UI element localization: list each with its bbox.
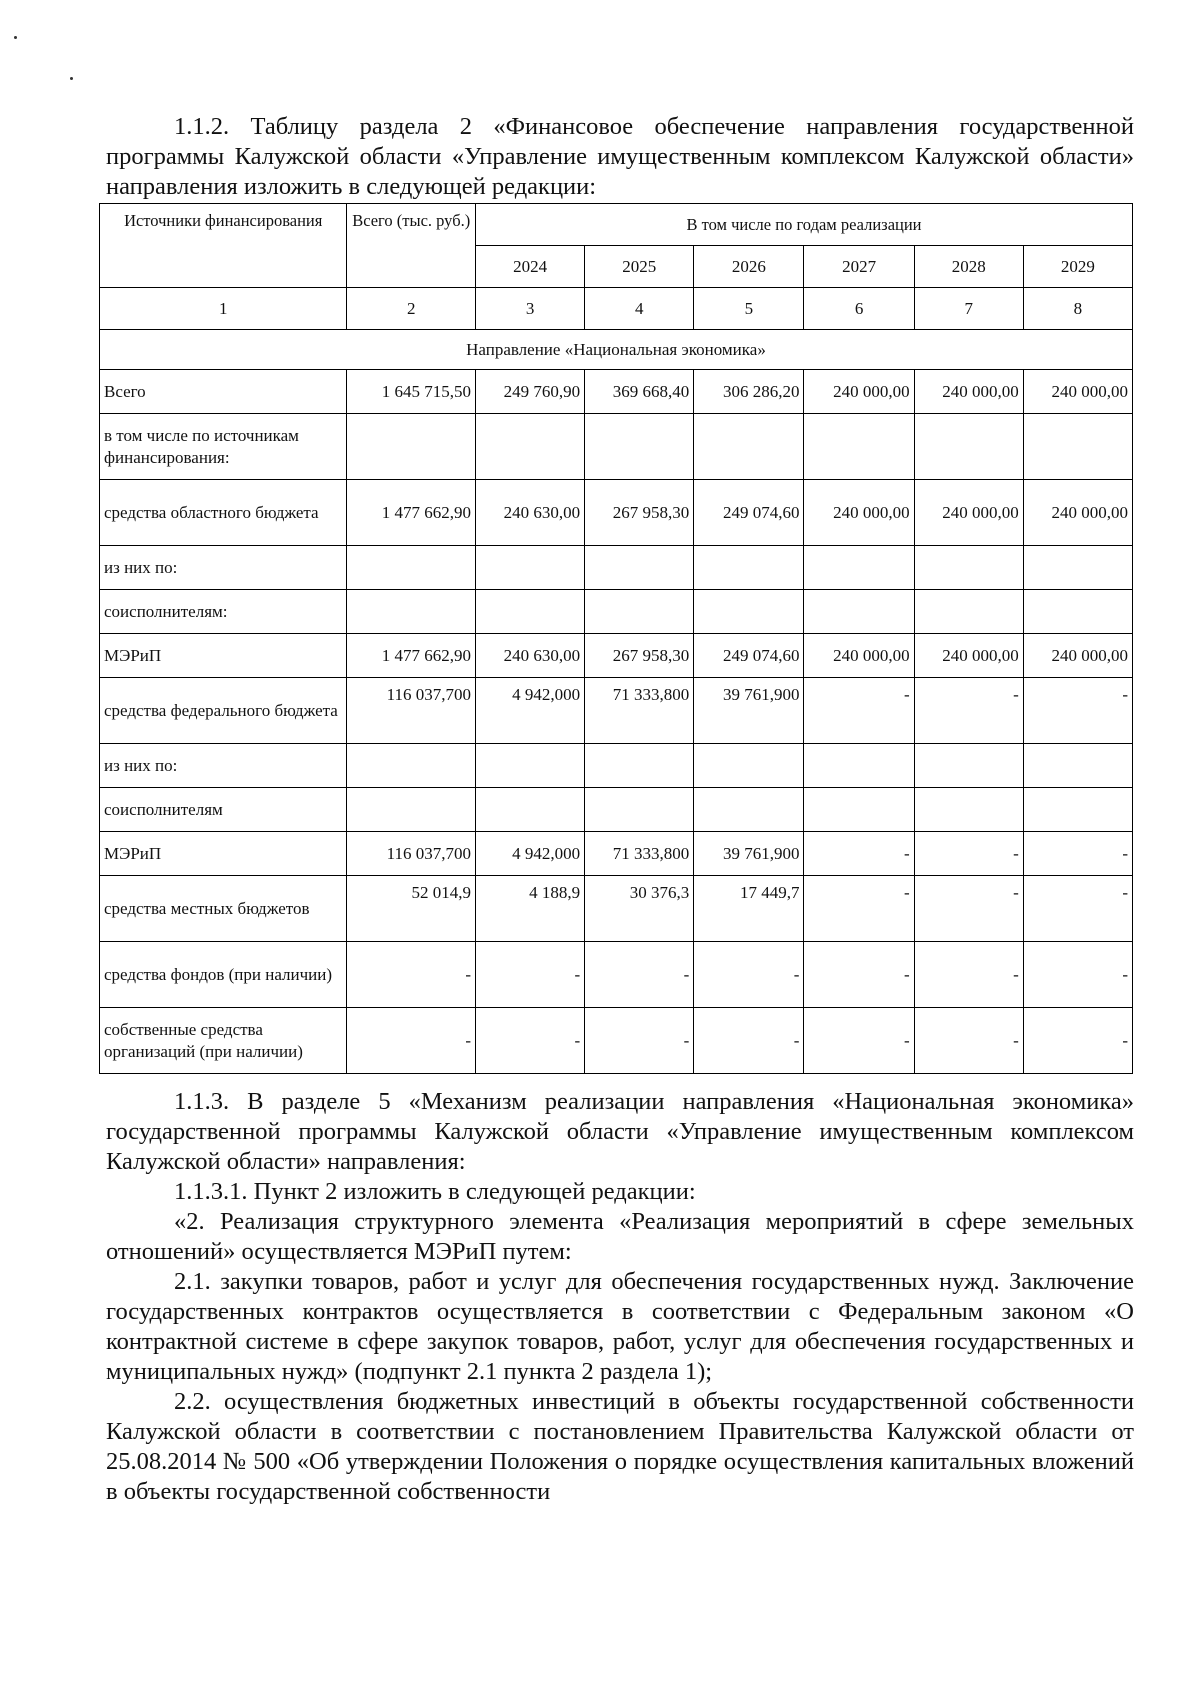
value-cell	[804, 546, 914, 590]
paragraph-item-2-1: 2.1. закупки товаров, работ и услуг для обеспечения государственных нужд. Заключение государственных контрактов осуществляется в соответствии с Федеральным законом «О контрактной системе в сфере закупок товаров, работ, услуг для обеспечения государственных и муниципальных нужд» (подпункт 2.1 пункта 2 раздела 1);	[106, 1268, 1134, 1385]
value-cell: -	[914, 678, 1023, 744]
value-cell: -	[347, 1008, 476, 1074]
year-cell: 2026	[694, 246, 804, 288]
value-cell: 39 761,900	[694, 832, 804, 876]
year-cell: 2027	[804, 246, 914, 288]
value-cell	[1023, 744, 1132, 788]
value-cell: -	[476, 1008, 585, 1074]
value-cell	[1023, 590, 1132, 634]
table-row	[100, 546, 1133, 590]
header-source: Источники финансирования	[100, 204, 347, 288]
value-cell: 240 630,00	[476, 480, 585, 546]
value-cell: 30 376,3	[585, 876, 694, 942]
value-cell: -	[347, 942, 476, 1008]
value-cell: 267 958,30	[585, 480, 694, 546]
value-cell	[476, 546, 585, 590]
value-cell: 240 000,00	[914, 634, 1023, 678]
table-row	[100, 744, 1133, 788]
table-row	[100, 1008, 1133, 1074]
row-label: средства местных бюджетов	[100, 876, 347, 942]
column-number: 1	[100, 288, 347, 330]
value-cell: -	[914, 942, 1023, 1008]
column-number: 8	[1023, 288, 1132, 330]
value-cell: 1 477 662,90	[347, 480, 476, 546]
row-label: соисполнителям	[100, 788, 347, 832]
value-cell	[585, 546, 694, 590]
value-cell	[476, 590, 585, 634]
value-cell	[804, 590, 914, 634]
value-cell	[804, 744, 914, 788]
value-cell	[914, 590, 1023, 634]
value-cell: 1 477 662,90	[347, 634, 476, 678]
paragraph-1-1-3-1: 1.1.3.1. Пункт 2 изложить в следующей редакции:	[174, 1178, 696, 1205]
value-cell: -	[476, 942, 585, 1008]
value-cell	[347, 744, 476, 788]
column-numbers-row	[100, 288, 1133, 330]
value-cell	[1023, 788, 1132, 832]
header-total: Всего (тыс. руб.)	[347, 204, 476, 288]
value-cell	[694, 744, 804, 788]
value-cell: 240 000,00	[914, 370, 1023, 414]
value-cell	[694, 414, 804, 480]
value-cell: 240 000,00	[804, 480, 914, 546]
row-label: МЭРиП	[100, 832, 347, 876]
value-cell: -	[804, 876, 914, 942]
value-cell	[1023, 546, 1132, 590]
row-label: из них по:	[100, 744, 347, 788]
value-cell: 249 074,60	[694, 480, 804, 546]
value-cell: 240 000,00	[1023, 480, 1132, 546]
value-cell	[804, 414, 914, 480]
value-cell	[347, 788, 476, 832]
value-cell: 240 000,00	[1023, 370, 1132, 414]
table-row	[100, 370, 1133, 414]
value-cell	[694, 788, 804, 832]
paragraph-item-2-2: 2.2. осуществления бюджетных инвестиций в объекты государственной собственности Калужской области в соответствии с постановлением Правительства Калужской области от 25.08.2014 № 500 «Об утверждении Положения о порядке осуществления капитальных вложений в объекты государственной собственности	[106, 1388, 1134, 1505]
column-number: 4	[585, 288, 694, 330]
row-label: соисполнителям:	[100, 590, 347, 634]
value-cell: 39 761,900	[694, 678, 804, 744]
value-cell: -	[914, 832, 1023, 876]
header-by-years: В том числе по годам реализации	[476, 204, 1133, 246]
value-cell: -	[804, 942, 914, 1008]
column-number: 5	[694, 288, 804, 330]
value-cell: -	[1023, 876, 1132, 942]
table-row	[100, 480, 1133, 546]
value-cell: 240 000,00	[804, 370, 914, 414]
row-label: Всего	[100, 370, 347, 414]
year-cell: 2025	[585, 246, 694, 288]
value-cell: 240 000,00	[804, 634, 914, 678]
year-cell: 2024	[476, 246, 585, 288]
section-row	[100, 330, 1133, 370]
table-body	[100, 370, 1133, 1074]
column-number: 6	[804, 288, 914, 330]
value-cell	[914, 744, 1023, 788]
row-label: средства областного бюджета	[100, 480, 347, 546]
row-label: средства фондов (при наличии)	[100, 942, 347, 1008]
value-cell: -	[1023, 678, 1132, 744]
value-cell	[476, 788, 585, 832]
table-row	[100, 832, 1133, 876]
value-cell: -	[804, 1008, 914, 1074]
column-number: 2	[347, 288, 476, 330]
value-cell	[585, 414, 694, 480]
year-cell: 2028	[914, 246, 1023, 288]
value-cell: 4 188,9	[476, 876, 585, 942]
paragraph-item-2: «2. Реализация структурного элемента «Реализация мероприятий в сфере земельных отношений» осуществляется МЭРиП путем:	[106, 1208, 1134, 1265]
value-cell	[914, 788, 1023, 832]
table-row	[100, 590, 1133, 634]
value-cell: -	[585, 1008, 694, 1074]
row-label: средства федерального бюджета	[100, 678, 347, 744]
section-title: Направление «Национальная экономика»	[100, 330, 1133, 370]
value-cell: -	[1023, 942, 1132, 1008]
value-cell	[585, 590, 694, 634]
value-cell	[476, 414, 585, 480]
value-cell: 249 074,60	[694, 634, 804, 678]
value-cell: 249 760,90	[476, 370, 585, 414]
row-label: собственные средства организаций (при наличии)	[100, 1008, 347, 1074]
value-cell: 369 668,40	[585, 370, 694, 414]
value-cell: 71 333,800	[585, 678, 694, 744]
value-cell: 116 037,700	[347, 832, 476, 876]
financing-table	[99, 203, 1133, 1074]
scan-speck	[14, 36, 17, 39]
value-cell: -	[804, 832, 914, 876]
value-cell: 71 333,800	[585, 832, 694, 876]
column-number: 3	[476, 288, 585, 330]
value-cell: -	[1023, 1008, 1132, 1074]
value-cell: -	[694, 942, 804, 1008]
year-cell: 2029	[1023, 246, 1132, 288]
value-cell	[694, 590, 804, 634]
value-cell: 4 942,000	[476, 832, 585, 876]
column-number: 7	[914, 288, 1023, 330]
value-cell: -	[914, 1008, 1023, 1074]
value-cell: 240 000,00	[1023, 634, 1132, 678]
table-row	[100, 678, 1133, 744]
row-label: из них по:	[100, 546, 347, 590]
value-cell: 17 449,7	[694, 876, 804, 942]
value-cell	[476, 744, 585, 788]
value-cell	[585, 788, 694, 832]
header-row	[100, 204, 1133, 246]
value-cell: -	[694, 1008, 804, 1074]
value-cell: -	[804, 678, 914, 744]
row-label: в том числе по источникам финансирования:	[100, 414, 347, 480]
value-cell: 4 942,000	[476, 678, 585, 744]
table-row	[100, 414, 1133, 480]
value-cell	[694, 546, 804, 590]
table-row	[100, 788, 1133, 832]
table-row	[100, 942, 1133, 1008]
value-cell: -	[1023, 832, 1132, 876]
value-cell	[585, 744, 694, 788]
value-cell: 306 286,20	[694, 370, 804, 414]
value-cell	[347, 546, 476, 590]
scan-speck	[70, 77, 73, 80]
table-row	[100, 876, 1133, 942]
value-cell: 267 958,30	[585, 634, 694, 678]
value-cell	[347, 414, 476, 480]
row-label: МЭРиП	[100, 634, 347, 678]
value-cell: 116 037,700	[347, 678, 476, 744]
value-cell: 1 645 715,50	[347, 370, 476, 414]
value-cell	[347, 590, 476, 634]
value-cell: 52 014,9	[347, 876, 476, 942]
value-cell: 240 630,00	[476, 634, 585, 678]
value-cell: 240 000,00	[914, 480, 1023, 546]
value-cell	[1023, 414, 1132, 480]
value-cell	[804, 788, 914, 832]
intro-paragraph: 1.1.2. Таблицу раздела 2 «Финансовое обеспечение направления государственной программы Калужской области «Управление имущественным комплексом Калужской области» направления изложить в следующей редакции:	[106, 113, 1134, 200]
table-row	[100, 634, 1133, 678]
value-cell: -	[914, 876, 1023, 942]
paragraph-1-1-3: 1.1.3. В разделе 5 «Механизм реализации направления «Национальная экономика» государственной программы Калужской области «Управление имущественным комплексом Калужской области» направления:	[106, 1088, 1134, 1175]
value-cell	[914, 414, 1023, 480]
value-cell: -	[585, 942, 694, 1008]
value-cell	[914, 546, 1023, 590]
